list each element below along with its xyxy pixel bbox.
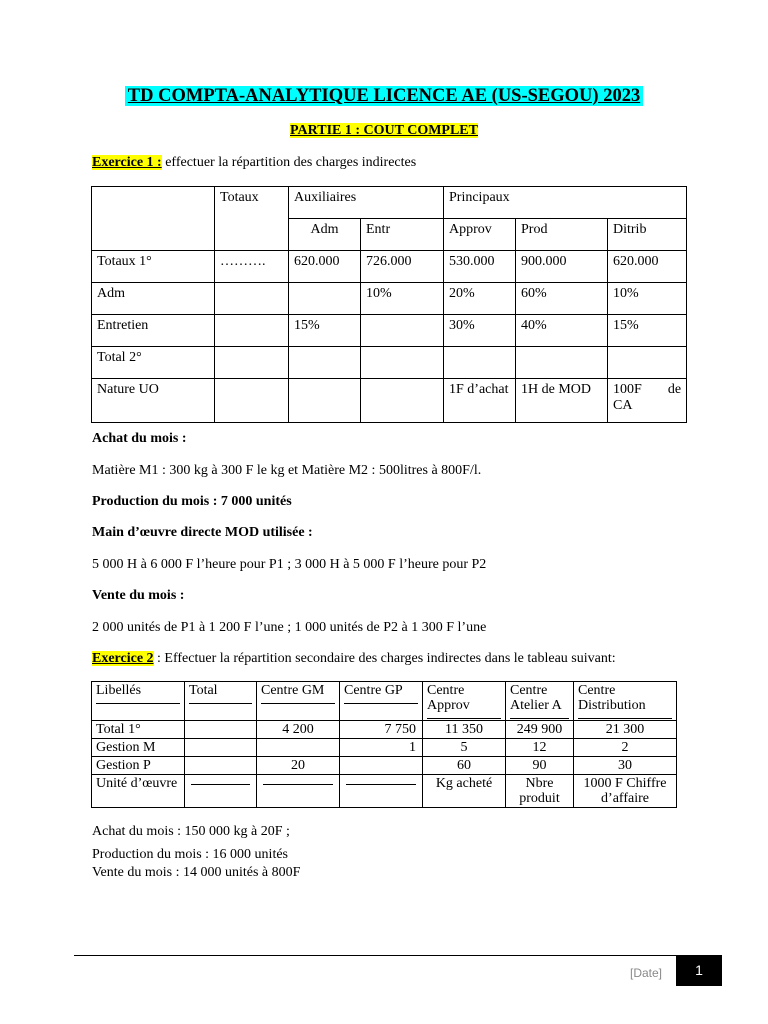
- cell: 1H de MOD: [516, 379, 608, 423]
- row-label: Total 1°: [92, 721, 185, 739]
- cell: 726.000: [361, 251, 444, 283]
- cell: [289, 283, 361, 315]
- ex2-achat-text: Achat du mois : 150 000 kg à 20F ;: [92, 824, 290, 839]
- cell: 20: [257, 757, 340, 775]
- table-row: [92, 315, 687, 347]
- cell: [608, 347, 687, 379]
- cell: Kg acheté: [423, 775, 506, 808]
- table-header-row: [92, 682, 677, 721]
- row-label: Entretien: [92, 315, 215, 347]
- achat-heading: Achat du mois :: [92, 431, 187, 446]
- cell: 1F d’achat: [444, 379, 516, 423]
- table-row: [92, 379, 687, 423]
- cell: [185, 721, 257, 739]
- cell: 90: [506, 757, 574, 775]
- cell: 10%: [361, 283, 444, 315]
- cell: 1: [340, 739, 423, 757]
- section-heading: PARTIE 1 : COUT COMPLET: [289, 123, 478, 138]
- col-header: Total: [185, 682, 257, 721]
- table-row: [92, 251, 687, 283]
- cell: 2: [574, 739, 677, 757]
- cell: 30: [574, 757, 677, 775]
- cell: [215, 283, 289, 315]
- col-header: Adm: [289, 219, 361, 251]
- cell: 10%: [608, 283, 687, 315]
- col-header: Approv: [444, 219, 516, 251]
- header-auxiliaires: Auxiliaires: [289, 187, 444, 219]
- blank-line: [346, 784, 416, 785]
- achat-text: Matière M1 : 300 kg à 300 F le kg et Matière M2 : 500litres à 800F/l.: [92, 463, 482, 478]
- cell: 620.000: [289, 251, 361, 283]
- cell: 15%: [608, 315, 687, 347]
- col-header: Centre Approv: [423, 682, 506, 721]
- row-label: Gestion M: [92, 739, 185, 757]
- cell: 12: [506, 739, 574, 757]
- cell: [257, 775, 340, 808]
- cell: [340, 775, 423, 808]
- cell: 40%: [516, 315, 608, 347]
- table-row: [92, 739, 677, 757]
- cell: 60%: [516, 283, 608, 315]
- cell: 100F de CA: [608, 379, 687, 423]
- cell: 30%: [444, 315, 516, 347]
- charges-table-1: [91, 186, 687, 423]
- row-label: Totaux 1°: [92, 251, 215, 283]
- row-label: Nature UO: [92, 379, 215, 423]
- blank-line: [263, 784, 333, 785]
- cell: 15%: [289, 315, 361, 347]
- row-label: Total 2°: [92, 347, 215, 379]
- exercise-1-instruction: Exercice 1 : effectuer la répartition des charges indirectes: [92, 155, 417, 170]
- header-principaux: Principaux: [444, 187, 687, 219]
- exercise-2-instruction: Exercice 2 : Effectuer la répartition secondaire des charges indirectes dans le tableau suivant:: [92, 651, 616, 666]
- table-row: [92, 775, 677, 808]
- table-row: [92, 283, 687, 315]
- row-label: Gestion P: [92, 757, 185, 775]
- cell: [289, 379, 361, 423]
- blank-line: [191, 784, 250, 785]
- vente-text: 2 000 unités de P1 à 1 200 F l’une ; 1 000 unités de P2 à 1 300 F l’une: [92, 620, 487, 635]
- col-header: Ditrib: [608, 219, 687, 251]
- cell: 60: [423, 757, 506, 775]
- cell: [257, 739, 340, 757]
- cell: 249 900: [506, 721, 574, 739]
- ex2-production-text: Production du mois : 16 000 unités: [92, 847, 288, 862]
- ex2-vente-text: Vente du mois : 14 000 unités à 800F: [92, 865, 301, 880]
- col-header: Centre Atelier A: [506, 682, 574, 721]
- header-totaux: Totaux: [215, 187, 289, 251]
- cell: [444, 347, 516, 379]
- cell: 1000 F Chiffre d’affaire: [574, 775, 677, 808]
- page-number: 1: [676, 955, 722, 986]
- footer-date: [Date]: [630, 966, 663, 980]
- table-row: [92, 757, 677, 775]
- col-header: Centre Distribution: [574, 682, 677, 721]
- row-label: Adm: [92, 283, 215, 315]
- row-label: Unité d’œuvre: [92, 775, 185, 808]
- cell: [215, 315, 289, 347]
- cell: 4 200: [257, 721, 340, 739]
- col-header: Centre GP: [340, 682, 423, 721]
- cell: [340, 757, 423, 775]
- mod-heading: Main d’œuvre directe MOD utilisée :: [92, 525, 313, 540]
- table-row: [92, 347, 687, 379]
- table-row: [92, 721, 677, 739]
- cell: [215, 379, 289, 423]
- cell: [361, 347, 444, 379]
- document-title: TD COMPTA-ANALYTIQUE LICENCE AE (US-SEGOU) 2023: [0, 86, 768, 107]
- cell: [185, 775, 257, 808]
- cell: 620.000: [608, 251, 687, 283]
- cell: 21 300: [574, 721, 677, 739]
- cell: 11 350: [423, 721, 506, 739]
- cell: 900.000: [516, 251, 608, 283]
- corner-cell: [92, 187, 215, 251]
- cell: [289, 347, 361, 379]
- cell: 530.000: [444, 251, 516, 283]
- charges-table-2: [91, 681, 677, 808]
- col-header: Libellés: [92, 682, 185, 721]
- cell: [361, 315, 444, 347]
- cell: 7 750: [340, 721, 423, 739]
- cell: 20%: [444, 283, 516, 315]
- cell: [185, 757, 257, 775]
- vente-heading: Vente du mois :: [92, 588, 185, 603]
- production-text: Production du mois : 7 000 unités: [92, 494, 292, 509]
- footer-divider: [74, 955, 722, 956]
- mod-text: 5 000 H à 6 000 F l’heure pour P1 ; 3 000 H à 5 000 F l’heure pour P2: [92, 557, 487, 572]
- col-header: Centre GM: [257, 682, 340, 721]
- cell: [361, 379, 444, 423]
- col-header: Prod: [516, 219, 608, 251]
- cell: [185, 739, 257, 757]
- cell: [516, 347, 608, 379]
- cell: [215, 347, 289, 379]
- cell: ……….: [215, 251, 289, 283]
- cell: Nbre produit: [506, 775, 574, 808]
- col-header: Entr: [361, 219, 444, 251]
- cell: 5: [423, 739, 506, 757]
